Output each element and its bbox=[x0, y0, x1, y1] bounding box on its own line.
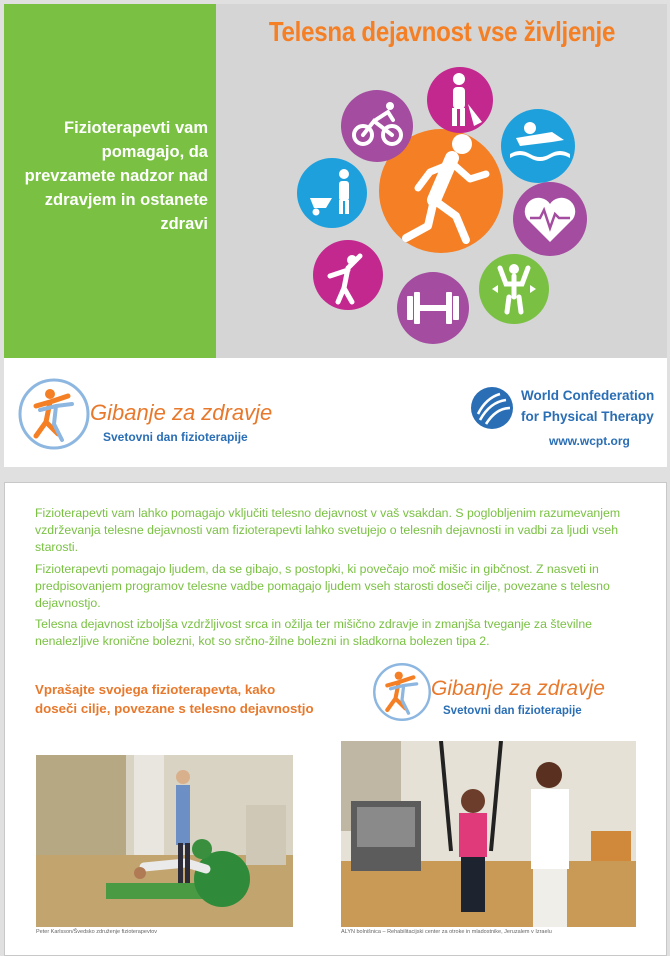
campaign-logo-icon bbox=[16, 376, 92, 452]
org-name-line2: for Physical Therapy bbox=[521, 409, 654, 424]
org-name-line1: World Confederation bbox=[521, 388, 655, 403]
body-paragraph-2: Fizioterapevti pomagajo ljudem, da se gibajo, s postopki, ki povečajo moč mišic in gibčnost. Z nasveti in predpisovanjem programov telesne vadbe pomagajo ljudem vseh starosti doseči cilje, povezane s telesno dejavnostjo. bbox=[35, 562, 610, 610]
branding-band bbox=[4, 358, 667, 467]
stretch-arms-icon bbox=[479, 254, 549, 324]
photo-caption-2: ALYN bolnišnica – Rehabilitacijski center za otroke in mladostnike, Jeruzalem v Izraelu bbox=[341, 929, 552, 935]
photo-suspension-training bbox=[341, 741, 636, 927]
campaign-subtitle-small: Svetovni dan fizioterapije bbox=[443, 705, 582, 717]
swimmer-icon bbox=[501, 109, 575, 183]
poster-top-panel bbox=[4, 4, 667, 467]
photo-caption-1: Peter Karlsson/Švedsko združenje fizioterapevtov bbox=[36, 929, 158, 935]
info-page bbox=[4, 482, 667, 956]
org-url-link[interactable]: www.wcpt.org bbox=[549, 434, 630, 448]
call-to-action-heading: Vprašajte svojega fizioterapevta, kako doseči cilje, povezane s telesno dejavnostjo bbox=[35, 682, 314, 716]
heartbeat-icon bbox=[513, 182, 587, 256]
wheelbarrow-icon bbox=[297, 158, 367, 228]
activity-icons-cluster bbox=[4, 4, 667, 358]
photo-exercise-ball bbox=[36, 755, 293, 927]
dumbbell-icon bbox=[397, 272, 469, 344]
wcpt-globe-icon bbox=[470, 386, 514, 430]
body-paragraph-3: Telesna dejavnost izboljša vzdržljivost srca in ožilja ter mišično zdravje in zmanjša tveganje za številne nenalezljive kronične bolezni, kot so srčno-žilne bolezni in sladkorna bolezen tipa 2. bbox=[35, 617, 593, 648]
side-stretch-icon bbox=[313, 240, 383, 310]
poster-headline: Telesna dejavnost vse življenje bbox=[268, 16, 616, 47]
tagline-text: Fizioterapevti vam pomagajo, da prevzamete nadzor nad zdravjem in ostanete zdravi bbox=[24, 119, 208, 233]
cyclist-icon bbox=[341, 90, 413, 162]
campaign-logo-small-icon bbox=[371, 661, 433, 723]
campaign-title-small: Gibanje za zdravje bbox=[431, 677, 605, 700]
gardener-icon bbox=[427, 67, 493, 133]
campaign-title: Gibanje za zdravje bbox=[90, 400, 273, 425]
body-paragraph-1: Fizioterapevti vam lahko pomagajo vključiti telesno dejavnost v vaš vsakdan. S poglobljenim razumevanjem vzdrževanja telesne dejavnosti vam fizioterapevti lahko svetujejo o telesnih dejavnosti in vadbi za ljudi vseh starosti. bbox=[35, 506, 621, 554]
campaign-subtitle: Svetovni dan fizioterapije bbox=[103, 430, 248, 444]
